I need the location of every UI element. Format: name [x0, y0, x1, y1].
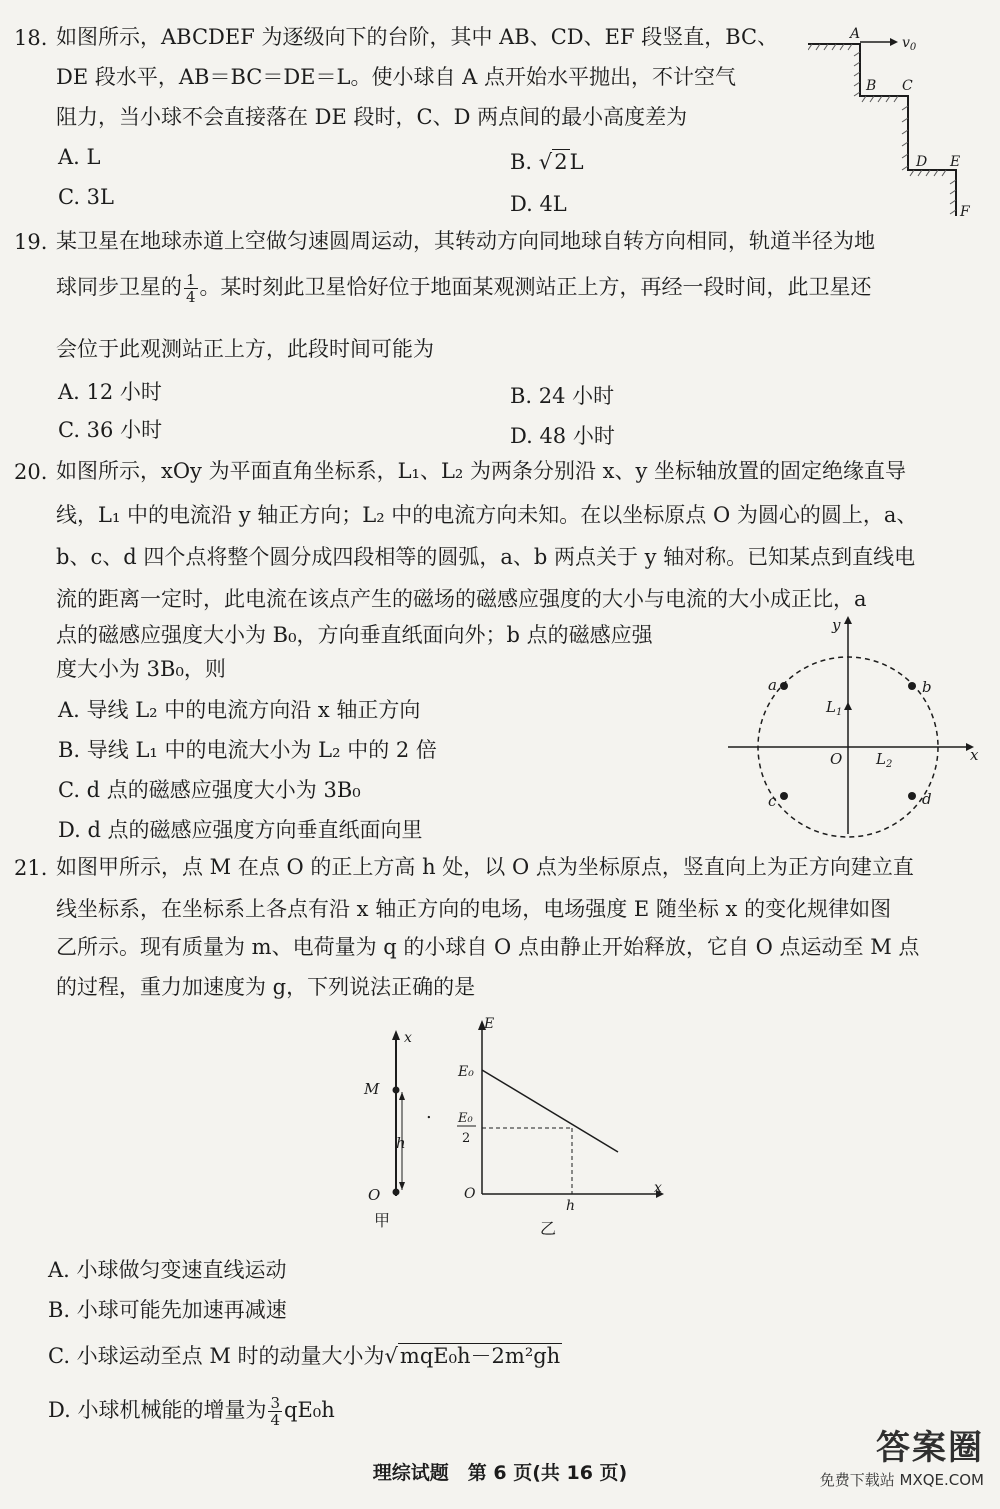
q20-number: 20.	[14, 460, 48, 484]
q18-option-d: D. 4L	[510, 192, 567, 216]
q20-circle-figure	[728, 612, 984, 846]
q20-option-b: B. 导线 L₁ 中的电流大小为 L₂ 中的 2 倍	[58, 738, 437, 762]
q21-figure-jia	[360, 1026, 430, 1238]
label-h: h	[396, 1134, 406, 1152]
label-b: b	[922, 678, 932, 696]
watermark-site: 免费下载站 MXQE.COM	[819, 1471, 984, 1489]
point-b	[908, 682, 916, 690]
E-line	[482, 1070, 618, 1152]
watermark-logo-text: 答案圈	[876, 1428, 984, 1468]
label-D: D	[916, 154, 928, 170]
q21-option-a: A. 小球做匀变速直线运动	[48, 1258, 287, 1282]
q20-line3: b、c、d 四个点将整个圆分成四段相等的圆弧，a、b 两点关于 y 轴对称。已知某点到直线电	[56, 545, 916, 569]
label-v0: $v_0$	[902, 35, 917, 53]
q19-line1: 某卫星在地球赤道上空做匀速圆周运动，其转动方向同地球自转方向相同，轨道半径为地	[56, 229, 875, 253]
label-O: O	[464, 1186, 476, 1202]
q18-line3: 阻力，当小球不会直接落在 DE 段时，C、D 两点间的最小高度差为	[56, 105, 688, 129]
q18-option-b: B. √2L	[510, 150, 584, 174]
q20-option-a: A. 导线 L₂ 中的电流方向沿 x 轴正方向	[58, 698, 421, 722]
label-x: x	[654, 1180, 662, 1196]
q19-line3: 会位于此观测站正上方，此段时间可能为	[56, 337, 434, 361]
caption-jia: 甲	[374, 1211, 391, 1230]
label-L1: $L_1$	[826, 698, 843, 718]
q18-option-a: A. L	[58, 145, 101, 169]
label-O: O	[830, 750, 843, 768]
label-C: C	[902, 78, 913, 94]
label-F: F	[960, 204, 970, 220]
q20-line1: 如图所示，xOy 为平面直角坐标系，L₁、L₂ 为两条分别沿 x、y 坐标轴放置的固定绝缘直导	[56, 459, 907, 483]
label-E0half-num: E₀	[458, 1111, 473, 1126]
q21-line1: 如图甲所示，点 M 在点 O 的正上方高 h 处，以 O 点为坐标原点，竖直向上为正方向建立直	[56, 855, 914, 879]
label-O: O	[368, 1186, 381, 1204]
point-d	[908, 792, 916, 800]
point-M	[393, 1087, 400, 1094]
point-O	[393, 1189, 400, 1196]
q21-number: 21.	[14, 856, 48, 880]
q21-option-b: B. 小球可能先加速再减速	[48, 1298, 287, 1322]
q21-line4: 的过程，重力加速度为 g，下列说法正确的是	[56, 975, 476, 999]
q18-number: 18.	[14, 26, 48, 50]
q20-line5: 点的磁感应强度大小为 B₀，方向垂直纸面向外；b 点的磁感应强	[56, 623, 653, 647]
label-a: a	[768, 676, 777, 694]
q18-stairs-figure	[808, 24, 988, 224]
q20-line6: 度大小为 3B₀，则	[56, 657, 226, 681]
label-L2: $L_2$	[876, 750, 893, 770]
caption-yi: 乙	[540, 1219, 557, 1238]
q21-line3: 乙所示。现有质量为 m、电荷量为 q 的小球自 O 点由静止开始释放，它自 O 点运动至 M 点	[56, 935, 920, 959]
q20-line2: 线，L₁ 中的电流沿 y 轴正方向；L₂ 中的电流方向未知。在以坐标原点 O 为圆心的圆上，a、	[56, 503, 918, 527]
q19-option-d: D. 48 小时	[510, 424, 615, 448]
label-E: E	[484, 1016, 495, 1032]
label-d: d	[922, 790, 932, 808]
q21-option-c: C. 小球运动至点 M 时的动量大小为√mqE₀h－2m²gh	[48, 1344, 561, 1368]
q20-line4: 流的距离一定时，此电流在该点产生的磁场的磁感应强度的大小与电流的大小成正比，a	[56, 587, 867, 611]
stray-dot: .	[426, 1102, 432, 1123]
q21-line2: 线坐标系，在坐标系上各点有沿 x 轴正方向的电场，电场强度 E 随坐标 x 的变化规律如图	[56, 897, 892, 921]
label-h: h	[566, 1198, 576, 1214]
label-y: y	[832, 616, 841, 634]
q18-line2: DE 段水平，AB＝BC＝DE＝L。使小球自 A 点开始水平抛出，不计空气	[56, 65, 736, 89]
q19-line2: 球同步卫星的 $\frac{1}{4}$ 。某时刻此卫星恰好位于地面某观测站正上方，再经一段时间，此卫星还	[56, 271, 872, 306]
label-c: c	[768, 792, 777, 810]
q20-option-d: D. d 点的磁感应强度方向垂直纸面向里	[58, 818, 423, 842]
label-E0half-den: 2	[462, 1131, 471, 1146]
q20-option-c: C. d 点的磁感应强度大小为 3B₀	[58, 778, 361, 802]
label-B: B	[866, 78, 877, 94]
label-E0: E₀	[458, 1064, 474, 1080]
q18-line1: 如图所示，ABCDEF 为逐级向下的台阶，其中 AB、CD、EF 段竖直，BC、	[56, 25, 779, 49]
label-E: E	[950, 154, 961, 170]
point-a	[780, 682, 788, 690]
point-c	[780, 792, 788, 800]
q19-option-a: A. 12 小时	[58, 380, 162, 404]
q18-option-c: C. 3L	[58, 185, 114, 209]
q19-option-b: B. 24 小时	[510, 384, 615, 408]
label-M: M	[364, 1080, 380, 1098]
label-A: A	[850, 26, 861, 42]
q21-option-d: D. 小球机械能的增量为 $\frac{3}{4}$ qE₀h	[48, 1394, 335, 1429]
q19-number: 19.	[14, 230, 48, 254]
label-x: x	[404, 1030, 412, 1046]
page-footer: 理综试题 第 6 页(共 16 页)	[372, 1462, 628, 1484]
q19-option-c: C. 36 小时	[58, 418, 163, 442]
watermark	[820, 1420, 984, 1490]
q21-figure-yi	[448, 1012, 672, 1240]
L1-current-arrow	[844, 702, 852, 710]
label-x: x	[970, 746, 979, 764]
